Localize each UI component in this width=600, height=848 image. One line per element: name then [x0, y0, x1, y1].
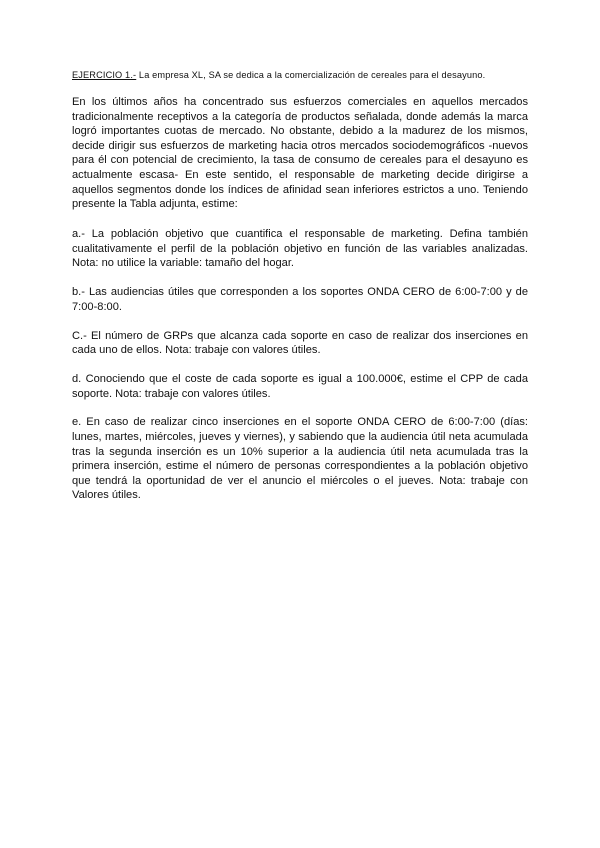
- exercise-heading: [72, 70, 528, 80]
- question-d: d. Conociendo que el coste de cada soporte es igual a 100.000€, estime el CPP de cada soporte. Nota: trabaje con valores útiles.: [72, 372, 528, 400]
- question-a: a.- La población objetivo que cuantifica el responsable de marketing. Defina también cualitativamente el perfil de la población objetivo en función de las variables analizadas. Nota: no utilice la variable: tamaño del hogar.: [72, 228, 528, 270]
- question-e: e. En caso de realizar cinco inserciones en el soporte ONDA CERO de 6:00-7:00 (días: lunes, martes, miércoles, jueves y viernes), y sabiendo que la audiencia útil neta acumulada tras la segunda inserción es un 10% superior a la audiencia útil neta acumulada tras la primera inserción, estime el número de personas correspondientes a la población objetivo que tendrá la oportunidad de ver el anuncio el miércoles o el jueves. Nota: trabaje con Valores útiles.: [72, 416, 528, 502]
- document-page: [72, 70, 528, 517]
- question-c: C.- El número de GRPs que alcanza cada soporte en caso de realizar dos inserciones en cada uno de ellos. Nota: trabaje con valores útiles.: [72, 329, 528, 357]
- question-b: b.- Las audiencias útiles que corresponden a los soportes ONDA CERO de 6:00-7:00 y de 7:00-8:00.: [72, 286, 528, 313]
- exercise-label: EJERCICIO 1.-: [72, 70, 137, 80]
- exercise-subtitle: La empresa XL, SA se dedica a la comercialización de cereales para el desayuno.: [136, 70, 486, 80]
- intro-paragraph: En los últimos años ha concentrado sus esfuerzos comerciales en aquellos mercados tradicionalmente receptivos a la categoría de productos señalada, donde además la marca logró importantes cuotas de mercado. No obstante, debido a la madurez de los mismos, decide dirigir sus esfuerzos de marketing hacia otros mercados sociodemográficos -nuevos para él con potencial de crecimiento, la tasa de consumo de cereales para el desayuno es actualmente escasa- En este sentido, el responsable de marketing decide dirigirse a aquellos segmentos donde los índices de afinidad sean inferiores estrictos a uno. Teniendo presente la Tabla adjunta, estime:: [72, 96, 528, 211]
